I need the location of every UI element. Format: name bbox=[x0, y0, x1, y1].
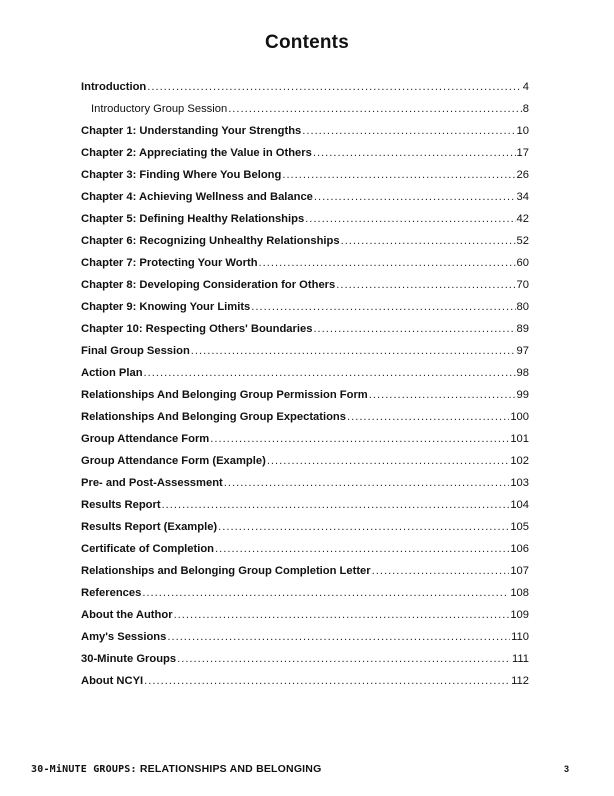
toc-entry-page-number: 106 bbox=[510, 543, 529, 555]
toc-entry-page-number: 101 bbox=[510, 433, 529, 445]
toc-dot-leader bbox=[228, 103, 522, 115]
footer-brand: 30-MiNUTE GROUPS: bbox=[31, 764, 137, 775]
toc-entry-title: Relationships And Belonging Group Expectations bbox=[81, 411, 346, 423]
toc-entry[interactable] bbox=[81, 345, 529, 367]
toc-entry-page-number: 8 bbox=[522, 103, 529, 115]
toc-entry-title: References bbox=[81, 587, 142, 599]
toc-entry-page-number: 4 bbox=[522, 81, 529, 93]
toc-entry-page-number: 34 bbox=[516, 191, 529, 203]
toc-entry-page-number: 109 bbox=[510, 609, 529, 621]
toc-entry-title: Results Report (Example) bbox=[81, 521, 218, 533]
toc-dot-leader bbox=[224, 477, 510, 489]
toc-entry-title: Chapter 4: Achieving Wellness and Balance bbox=[81, 191, 313, 203]
toc-dot-leader bbox=[177, 653, 511, 665]
toc-entry-title: Amy's Sessions bbox=[81, 631, 167, 643]
toc-entry[interactable] bbox=[81, 609, 529, 631]
toc-entry-page-number: 99 bbox=[516, 389, 529, 401]
toc-entry-page-number: 110 bbox=[511, 631, 529, 643]
toc-dot-leader bbox=[313, 147, 516, 159]
toc-dot-leader bbox=[144, 367, 516, 379]
toc-dot-leader bbox=[174, 609, 510, 621]
toc-entry[interactable] bbox=[81, 477, 529, 499]
toc-entry-title: Action Plan bbox=[81, 367, 143, 379]
toc-entry-title: Chapter 9: Knowing Your Limits bbox=[81, 301, 251, 313]
toc-dot-leader bbox=[251, 301, 515, 313]
toc-entry-title: Introduction bbox=[81, 81, 147, 93]
toc-entry[interactable] bbox=[81, 191, 529, 213]
toc-dot-leader bbox=[162, 499, 510, 511]
toc-entry-page-number: 104 bbox=[510, 499, 529, 511]
toc-entry-title: Chapter 5: Defining Healthy Relationships bbox=[81, 213, 305, 225]
toc-entry-title: Pre- and Post-Assessment bbox=[81, 477, 223, 489]
toc-dot-leader bbox=[210, 433, 509, 445]
toc-entry[interactable] bbox=[81, 631, 529, 653]
footer-page-number: 3 bbox=[564, 764, 570, 774]
page-title: Contents bbox=[265, 32, 349, 53]
toc-entry-page-number: 102 bbox=[510, 455, 529, 467]
toc-entry-title: Chapter 8: Developing Consideration for Others bbox=[81, 279, 336, 291]
toc-entry[interactable] bbox=[81, 147, 529, 169]
toc-entry-title: Final Group Session bbox=[81, 345, 190, 357]
toc-entry[interactable] bbox=[81, 499, 529, 521]
toc-entry-page-number: 80 bbox=[516, 301, 529, 313]
toc-dot-leader bbox=[142, 587, 509, 599]
toc-dot-leader bbox=[314, 191, 516, 203]
toc-entry-title: Chapter 10: Respecting Others' Boundaries bbox=[81, 323, 313, 335]
toc-entry[interactable] bbox=[81, 389, 529, 411]
toc-entry-title: About NCYI bbox=[81, 675, 144, 687]
toc-dot-leader bbox=[191, 345, 516, 357]
toc-entry[interactable] bbox=[81, 301, 529, 323]
toc-entry[interactable] bbox=[81, 411, 529, 433]
toc-entry-page-number: 70 bbox=[516, 279, 529, 291]
toc-entry-page-number: 42 bbox=[516, 213, 529, 225]
toc-entry-page-number: 105 bbox=[510, 521, 529, 533]
toc-entry[interactable] bbox=[81, 367, 529, 389]
toc-entry-page-number: 108 bbox=[510, 587, 529, 599]
toc-entry[interactable] bbox=[81, 235, 529, 257]
toc-entry[interactable] bbox=[81, 323, 529, 345]
toc-entry-page-number: 98 bbox=[516, 367, 529, 379]
toc-dot-leader bbox=[305, 213, 515, 225]
toc-entry-title: Relationships And Belonging Group Permission Form bbox=[81, 389, 368, 401]
toc-entry-page-number: 52 bbox=[516, 235, 529, 247]
toc-entry-title: Introductory Group Session bbox=[91, 103, 228, 115]
toc-dot-leader bbox=[347, 411, 509, 423]
toc-entry[interactable] bbox=[81, 675, 529, 697]
toc-entry[interactable] bbox=[81, 213, 529, 235]
toc-entry[interactable] bbox=[81, 455, 529, 477]
toc-entry-page-number: 10 bbox=[516, 125, 529, 137]
toc-dot-leader bbox=[341, 235, 516, 247]
table-of-contents bbox=[81, 81, 529, 697]
toc-dot-leader bbox=[267, 455, 510, 467]
toc-entry-title: Chapter 6: Recognizing Unhealthy Relationships bbox=[81, 235, 340, 247]
toc-entry-page-number: 17 bbox=[516, 147, 529, 159]
toc-entry-title: Results Report bbox=[81, 499, 161, 511]
toc-entry-title: Relationships and Belonging Group Completion Letter bbox=[81, 565, 371, 577]
toc-entry[interactable] bbox=[81, 565, 529, 587]
toc-entry[interactable] bbox=[81, 81, 529, 103]
toc-entry-page-number: 26 bbox=[516, 169, 529, 181]
footer-series-title bbox=[31, 763, 321, 775]
toc-entry-page-number: 112 bbox=[511, 675, 529, 687]
toc-entry[interactable] bbox=[81, 587, 529, 609]
toc-dot-leader bbox=[215, 543, 509, 555]
toc-entry-page-number: 107 bbox=[510, 565, 529, 577]
toc-dot-leader bbox=[313, 323, 515, 335]
toc-dot-leader bbox=[282, 169, 515, 181]
toc-dot-leader bbox=[218, 521, 509, 533]
toc-entry-title: Group Attendance Form (Example) bbox=[81, 455, 266, 467]
toc-entry[interactable] bbox=[81, 103, 529, 125]
toc-entry[interactable] bbox=[81, 169, 529, 191]
toc-entry-title: Chapter 3: Finding Where You Belong bbox=[81, 169, 282, 181]
toc-dot-leader bbox=[259, 257, 516, 269]
toc-dot-leader bbox=[302, 125, 515, 137]
toc-dot-leader bbox=[167, 631, 510, 643]
toc-entry-title: About the Author bbox=[81, 609, 173, 621]
toc-dot-leader bbox=[369, 389, 516, 401]
toc-dot-leader bbox=[372, 565, 510, 577]
toc-entry[interactable] bbox=[81, 521, 529, 543]
toc-entry-page-number: 97 bbox=[516, 345, 529, 357]
toc-entry-title: Certificate of Completion bbox=[81, 543, 215, 555]
toc-entry-title: Chapter 2: Appreciating the Value in Others bbox=[81, 147, 312, 159]
toc-entry-page-number: 100 bbox=[510, 411, 529, 423]
toc-entry[interactable] bbox=[81, 543, 529, 565]
toc-entry-title: Chapter 7: Protecting Your Worth bbox=[81, 257, 258, 269]
toc-entry-page-number: 60 bbox=[516, 257, 529, 269]
toc-entry-page-number: 111 bbox=[511, 653, 529, 665]
toc-entry-page-number: 89 bbox=[516, 323, 529, 335]
toc-dot-leader bbox=[336, 279, 515, 291]
footer-subtitle: RELATIONSHIPS AND BELONGING bbox=[139, 763, 322, 775]
toc-dot-leader bbox=[147, 81, 522, 93]
toc-entry[interactable] bbox=[81, 257, 529, 279]
toc-dot-leader bbox=[144, 675, 510, 687]
toc-entry[interactable] bbox=[81, 279, 529, 301]
toc-entry[interactable] bbox=[81, 433, 529, 455]
toc-entry-title: Chapter 1: Understanding Your Strengths bbox=[81, 125, 302, 137]
toc-entry-page-number: 103 bbox=[510, 477, 529, 489]
toc-entry[interactable] bbox=[81, 653, 529, 675]
toc-entry-title: Group Attendance Form bbox=[81, 433, 210, 445]
toc-entry-title: 30-Minute Groups bbox=[81, 653, 177, 665]
toc-entry[interactable] bbox=[81, 125, 529, 147]
